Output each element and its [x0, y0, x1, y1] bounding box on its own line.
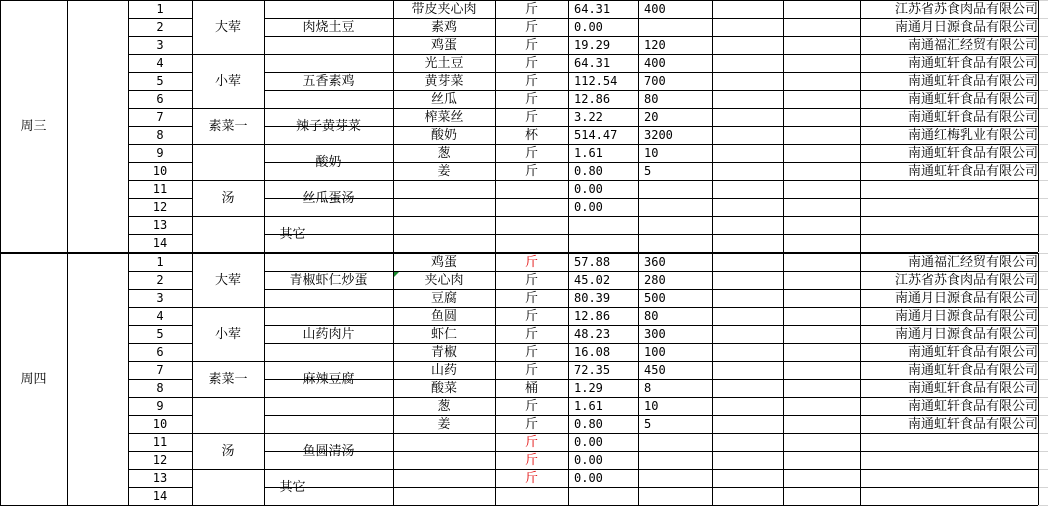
price-cell: 0.80: [574, 164, 603, 178]
supplier-cell: [860, 216, 1042, 234]
unit-cell: [495, 487, 568, 505]
ingredient-cell: 酸菜: [430, 380, 457, 396]
unit-cell: [495, 198, 568, 216]
category-cell: 小荤: [214, 73, 241, 89]
price-cell: [568, 234, 638, 252]
ingredient-cell: 丝瓜: [430, 91, 457, 107]
ingredient-cell: [393, 487, 495, 505]
price-cell: 514.47: [574, 128, 618, 142]
price-cell: 1.61: [574, 146, 603, 160]
supplier-cell: 南通虹轩食品有限公司: [907, 109, 1038, 125]
row-number: 14: [152, 489, 168, 503]
grid-line: [0, 0, 128, 1]
quantity-cell: [638, 180, 712, 198]
quantity-cell: 100: [644, 345, 666, 359]
supplier-cell: [860, 198, 1042, 216]
quantity-cell: 20: [644, 110, 659, 124]
ingredient-cell: 酸奶: [430, 127, 457, 143]
quantity-cell: 3200: [644, 128, 673, 142]
supplier-cell: 南通虹轩食品有限公司: [907, 362, 1038, 378]
ingredient-cell: 虾仁: [430, 326, 457, 342]
unit-cell: [495, 216, 568, 234]
dish-cell: 酸奶: [315, 154, 342, 170]
ingredient-cell: 榨菜丝: [424, 109, 464, 125]
unit-cell: [495, 180, 568, 198]
row-number: 11: [152, 435, 168, 449]
ingredient-cell: 夹心肉: [424, 272, 464, 288]
supplier-cell: 南通月日源食品有限公司: [894, 290, 1038, 306]
dish-cell: [264, 397, 393, 433]
price-cell: [568, 216, 638, 234]
category-cell: 大荤: [214, 19, 241, 35]
quantity-cell: 450: [644, 363, 666, 377]
supplier-cell: 南通虹轩食品有限公司: [907, 163, 1038, 179]
ingredient-cell: [393, 198, 495, 216]
dish-cell: 山药肉片: [302, 326, 355, 342]
price-cell: 0.00: [574, 471, 603, 485]
unit-cell: 斤: [524, 37, 538, 53]
row-number: 4: [156, 309, 164, 323]
row-number: 7: [156, 110, 164, 124]
price-cell: 12.86: [574, 92, 611, 106]
ingredient-cell: 带皮夹心肉: [411, 1, 477, 17]
ingredient-cell: [393, 234, 495, 252]
row-number: 4: [156, 56, 164, 70]
price-cell: 0.80: [574, 417, 603, 431]
price-cell: 0.00: [574, 453, 603, 467]
category-cell: 大荤: [214, 272, 241, 288]
unit-cell: 斤: [524, 109, 538, 125]
category-cell: 汤: [221, 190, 235, 206]
price-cell: 80.39: [574, 291, 611, 305]
supplier-cell: 江苏省苏食肉品有限公司: [894, 272, 1038, 288]
supplier-cell: 南通月日源食品有限公司: [894, 19, 1038, 35]
supplier-cell: 江苏省苏食肉品有限公司: [894, 1, 1038, 17]
price-cell: 12.86: [574, 309, 611, 323]
supplier-cell: [860, 234, 1042, 252]
supplier-cell: [860, 433, 1042, 451]
supplier-cell: [860, 451, 1042, 469]
row-number: 8: [156, 381, 164, 395]
price-cell: 19.29: [574, 38, 611, 52]
price-cell: 45.02: [574, 273, 611, 287]
quantity-cell: 280: [644, 273, 666, 287]
category-cell: [192, 397, 264, 433]
unit-cell: 斤: [524, 73, 538, 89]
unit-cell: 斤: [524, 470, 538, 486]
price-cell: 64.31: [574, 56, 611, 70]
unit-cell: 斤: [524, 163, 538, 179]
supplier-cell: 南通虹轩食品有限公司: [907, 91, 1038, 107]
ingredient-cell: 姜: [437, 416, 451, 432]
supplier-cell: 南通虹轩食品有限公司: [907, 416, 1038, 432]
quantity-cell: [638, 198, 712, 216]
dish-cell: 丝瓜蛋汤: [302, 190, 355, 206]
dish-cell: 青椒虾仁炒蛋: [289, 272, 368, 288]
quantity-cell: 8: [644, 381, 652, 395]
price-cell: 64.31: [574, 2, 611, 16]
row-number: 13: [152, 471, 168, 485]
unit-cell: 斤: [524, 1, 538, 17]
unit-cell: 斤: [524, 145, 538, 161]
row-number: 3: [156, 291, 164, 305]
unit-cell: 斤: [524, 254, 538, 270]
quantity-cell: 400: [644, 56, 666, 70]
row-number: 1: [156, 2, 164, 16]
price-cell: 3.22: [574, 110, 603, 124]
row-number: 12: [152, 453, 168, 467]
ingredient-cell: [393, 433, 495, 451]
other-label: 其它: [279, 479, 306, 495]
dish-cell: 五香素鸡: [302, 73, 355, 89]
price-cell: 0.00: [574, 200, 603, 214]
category-cell: 素菜一: [208, 118, 248, 134]
ingredient-cell: 光土豆: [424, 55, 464, 71]
unit-cell: 斤: [524, 362, 538, 378]
row-number: 6: [156, 92, 164, 106]
quantity-cell: [638, 433, 712, 451]
category-cell: 汤: [221, 443, 235, 459]
price-cell: 72.35: [574, 363, 611, 377]
row-number: 12: [152, 200, 168, 214]
row-number: 9: [156, 146, 164, 160]
quantity-cell: [638, 487, 712, 505]
row-number: 11: [152, 182, 168, 196]
ingredient-cell: 葱: [437, 398, 451, 414]
price-cell: 16.08: [574, 345, 611, 359]
quantity-cell: 5: [644, 417, 652, 431]
price-cell: 57.88: [574, 255, 611, 269]
unit-cell: 斤: [524, 19, 538, 35]
supplier-cell: 南通虹轩食品有限公司: [907, 55, 1038, 71]
price-cell: 48.23: [574, 327, 611, 341]
ingredient-cell: 素鸡: [430, 19, 457, 35]
grid-line: [0, 0, 1, 252]
quantity-cell: 360: [644, 255, 666, 269]
supplier-cell: 南通红梅乳业有限公司: [907, 127, 1038, 143]
ingredient-cell: [393, 216, 495, 234]
grid-line: [67, 0, 68, 252]
supplier-cell: 南通福汇经贸有限公司: [907, 254, 1038, 270]
price-cell: 112.54: [574, 74, 618, 88]
category-cell: [192, 144, 264, 180]
row-number: 5: [156, 327, 164, 341]
unit-cell: 斤: [524, 326, 538, 342]
quantity-cell: [638, 216, 712, 234]
grid-line: [0, 253, 1, 505]
supplier-cell: 南通月日源食品有限公司: [894, 308, 1038, 324]
quantity-cell: 80: [644, 92, 659, 106]
unit-cell: 斤: [524, 416, 538, 432]
row-number: 10: [152, 417, 168, 431]
quantity-cell: 400: [644, 2, 666, 16]
unit-cell: 斤: [524, 344, 538, 360]
quantity-cell: 80: [644, 309, 659, 323]
ingredient-cell: 鱼圆: [430, 308, 457, 324]
supplier-cell: 南通虹轩食品有限公司: [907, 73, 1038, 89]
price-cell: 1.61: [574, 399, 603, 413]
price-cell: [568, 487, 638, 505]
row-number: 2: [156, 20, 164, 34]
supplier-cell: 南通虹轩食品有限公司: [907, 398, 1038, 414]
unit-cell: 斤: [524, 398, 538, 414]
ingredient-cell: 鸡蛋: [430, 254, 457, 270]
ingredient-cell: 鸡蛋: [430, 37, 457, 53]
category-cell: 素菜一: [208, 371, 248, 387]
grid-line: [0, 253, 128, 254]
quantity-cell: 500: [644, 291, 666, 305]
unit-cell: 斤: [524, 308, 538, 324]
day-label: 周四: [20, 371, 47, 387]
unit-cell: 斤: [524, 91, 538, 107]
supplier-cell: 南通虹轩食品有限公司: [907, 145, 1038, 161]
price-cell: 0.00: [574, 20, 603, 34]
ingredient-cell: 青椒: [430, 344, 457, 360]
unit-cell: 杯: [524, 127, 538, 143]
row-number: 2: [156, 273, 164, 287]
quantity-cell: 700: [644, 74, 666, 88]
ingredient-cell: 黄芽菜: [424, 73, 464, 89]
row-number: 1: [156, 255, 164, 269]
category-cell: 小荤: [214, 326, 241, 342]
unit-cell: 斤: [524, 272, 538, 288]
row-number: 8: [156, 128, 164, 142]
price-cell: 1.29: [574, 381, 603, 395]
row-number: 13: [152, 218, 168, 232]
row-number: 7: [156, 363, 164, 377]
day-label: 周三: [20, 118, 47, 134]
ingredient-cell: [393, 451, 495, 469]
supplier-cell: 南通福汇经贸有限公司: [907, 37, 1038, 53]
ingredient-cell: 葱: [437, 145, 451, 161]
ingredient-cell: [393, 469, 495, 487]
comment-marker-icon[interactable]: [394, 272, 399, 277]
row-number: 6: [156, 345, 164, 359]
ingredient-cell: 豆腐: [430, 290, 457, 306]
unit-cell: [495, 234, 568, 252]
dish-cell: 麻辣豆腐: [302, 371, 355, 387]
row-number: 5: [156, 74, 164, 88]
quantity-cell: [638, 469, 712, 487]
ingredient-cell: 山药: [430, 362, 457, 378]
ingredient-cell: [393, 180, 495, 198]
row-number: 14: [152, 236, 168, 250]
quantity-cell: 300: [644, 327, 666, 341]
row-number: 3: [156, 38, 164, 52]
dish-cell: 辣子黄芽菜: [295, 118, 361, 134]
quantity-cell: 10: [644, 146, 659, 160]
supplier-cell: [860, 487, 1042, 505]
supplier-cell: 南通月日源食品有限公司: [894, 326, 1038, 342]
quantity-cell: 120: [644, 38, 666, 52]
supplier-cell: 南通虹轩食品有限公司: [907, 380, 1038, 396]
other-label: 其它: [279, 226, 306, 242]
quantity-cell: [638, 18, 712, 36]
ingredient-cell: 姜: [437, 163, 451, 179]
dish-cell: 肉烧土豆: [302, 19, 355, 35]
dish-cell: 鱼圆清汤: [302, 443, 355, 459]
unit-cell: 斤: [524, 434, 538, 450]
row-number: 9: [156, 399, 164, 413]
price-cell: 0.00: [574, 435, 603, 449]
supplier-cell: [860, 469, 1042, 487]
unit-cell: 斤: [524, 55, 538, 71]
quantity-cell: [638, 234, 712, 252]
quantity-cell: 10: [644, 399, 659, 413]
price-cell: 0.00: [574, 182, 603, 196]
quantity-cell: 5: [644, 164, 652, 178]
supplier-cell: [860, 180, 1042, 198]
unit-cell: 斤: [524, 452, 538, 468]
supplier-cell: 南通虹轩食品有限公司: [907, 344, 1038, 360]
quantity-cell: [638, 451, 712, 469]
unit-cell: 斤: [524, 290, 538, 306]
grid-line: [67, 253, 68, 505]
row-number: 10: [152, 164, 168, 178]
unit-cell: 桶: [524, 380, 538, 396]
